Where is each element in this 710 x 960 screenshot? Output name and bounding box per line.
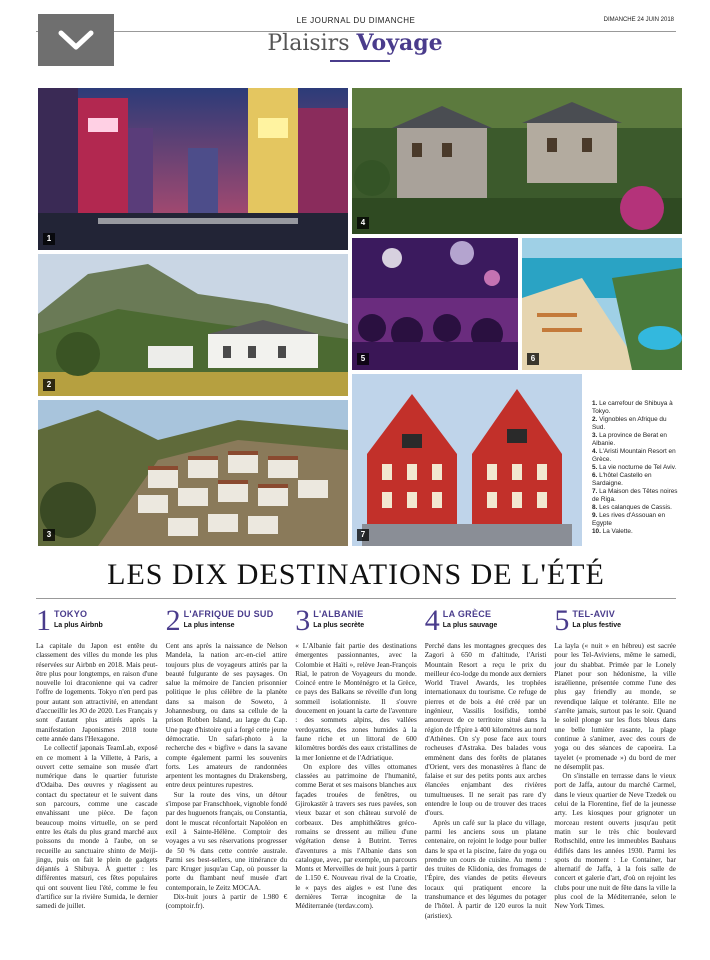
caption-item: 1. Le carrefour de Shibuya à Tokyo. [592,400,673,415]
paragraph: On s'installe en terrasse dans le vieux port de Jaffa, autour du marché Carmel, dans le vieux quartier de Neve Tzedek ou celui de la Florentine, fief de la jeunesse arty. Les kiosques pour grignoter un morceau restent ouverts jusqu'au petit matin sur le très chic boulevard Rothschild, entre les immeubles Bauhaus édifiés dans les années 1930. Parmi les spots du moment : Le Container, bar alternatif de Jaffa, à la fois salle de concert et galerie d'art, d'où on rejoint les clubs pour une nuit de fête dans la ville la plus cool de la Méditerranée, selon le New York Times. [554,772,676,911]
destination-subtitle: La plus festive [572,622,622,629]
photo-number: 7 [357,529,369,541]
column-heading [165,604,288,637]
caption-item: 8. Les calanques de Cassis. [592,504,672,511]
photo-sardinia-hotel [522,238,682,370]
column-body [425,642,547,921]
destination-title: TEL-AVIV [572,609,616,619]
rubric-part-2: Voyage [356,30,443,56]
caption-item: 10. La Valette. [592,528,633,535]
photo-greece-resort [352,88,682,234]
destination-title: L'AFRIQUE DU SUD [183,609,274,619]
column-body [554,642,676,912]
paragraph: On explore des villes ottomanes classées au patrimoine de l'humanité, comme Berat et ses maisons blanches aux façades trouées de fenêtres, ou Gjirokastër à travers ses rues pavées, son vieux bazar et son château survolé de corbeaux. Des amphithéâtres gréco-romains se dressent au milieu d'une végétation dense à Butrint. Terres d'aventures a mis l'Albanie dans son catalogue, avec, par exemple, un parcours Monts et Merveilles de huit jours à partir de 1.150 €. Nouveau rival de la Croatie, le « pays des aigles » est l'une des dernières Terræ incognitæ de la Méditerranée (terdav.com). [295,762,417,911]
caption-item: 5. La vie nocturne de Tel Aviv. [592,464,677,471]
column-tel-aviv [554,604,676,921]
paragraph: La capitale du Japon est entête du classement des villes du monde les plus réservées sur Airbnb en 2018. Mais peut-être plus pour longtemps, en raison d'une nouvelle loi draconienne qui va cadrer l'offre de logements. Tokyo n'en perd pas pour autant son attractivité, en attendant d'accueillir les JO de 2020. Les Français y sont d'autant plus attirés après la manifestation Japonismes 2018 toute cette année dans l'Hexagone. [36,642,158,743]
paragraph: Perché dans les montagnes grecques des Zagori à 650 m d'altitude, l'Aristi Mountain Resort a reçu le prix du meilleur éco-lodge du monde aux derniers World Travel Awards, les trophées internationaux du tourisme. Ce refuge de pierres et de bois a été créé par un ingénieur, Vassilis Iosifidis, tombé amoureux de ce territoire situé dans la région de l'Épire à 400 kilomètres au nord d'Athènes. On s'y pose face aux tours rocheuses d'Astraka. Des balades vous emmènent dans des forêts de platanes d'Orient, vers des monastères à flanc de falaise et sur des petits ponts aux arches élancées enjambant des rivières tumultueuses. Il ne serait pas rare d'y entendre le loup ou de trouver des traces d'ours. [424,642,547,818]
section-rubric [0,30,710,56]
photo-captions [592,400,680,536]
column-body [36,642,158,912]
rubric-part-1: Plaisirs [267,31,357,56]
caption-item: 6. L'hôtel Castello en Sardaigne. [592,472,652,487]
paragraph: La layla (« nuit » en hébreu) est sacrée pour les Tel-Aviviens, même le samedi, jour du shabbat. Primée par le Lonely Planet pour son hédonisme, la ville israélienne, présentée comme l'une des plus gay friendly au monde, se revendique laïque et tolérante. Elle ne s'arrête jamais, surtout pas le soir. Quand le soleil plonge sur les flots bleus dans une belle lumière rasante, la plage continue à s'animer, avec des cours de yoga ou des séances de capoeira. La tayelet (« promenade ») du bord de mer ne désemplit pas. [554,642,676,771]
destination-number: 3 [295,604,311,637]
rubric-underline [330,60,390,62]
photo-tokyo [38,88,348,250]
caption-item: 4. L'Aristi Mountain Resort en Grèce. [592,448,676,463]
photo-south-africa-vineyard [38,254,348,396]
column-heading [295,604,417,637]
destination-number: 2 [165,604,181,637]
page-header [36,12,676,32]
publication-name: LE JOURNAL DU DIMANCHE [296,16,416,25]
photo-number: 5 [357,353,369,365]
destination-title: TOKYO [54,609,88,619]
paragraph: Le collectif japonais TeamLab, exposé en ce moment à la Villette, à Paris, a ouvert cette semaine son musée d'art numérique dans le quartier futuriste d'Odaiba. Des œuvres y réagissent au contact du spectateur et le suivent dans son parcours, comme une cascade envahissant une pièce. De façon beaucoup moins virtuelle, on se perd entre les étals du plus grand marché aux poissons du monde à l'aube, on se recueille au sanctuaire shinto de Meiji-jingu, puis on fait le plein de gadgets déjantés à Shibuya. À guetter : les différentes matsuri, ces fêtes populaires qui ont souvent lieu l'été, comme le feu d'artifice sur la rivière Sumida, le dernier samedi de juillet. [36,744,158,911]
column-heading [424,604,547,637]
paragraph: Dix-huit jours à partir de 1.980 € (comptoir.fr). [165,893,288,911]
issue-date: DIMANCHE 24 JUIN 2018 [603,17,674,23]
caption-item: 7. La Maison des Têtes noires de Riga. [592,488,678,503]
column-south-africa [165,604,288,921]
paragraph: Sur la route des vins, un détour s'impose par Franschhoek, vignoble fondé par des huguenots français, ou Constantia, dont le muscat réconfortait Napoléon en exil à Sainte-Hélène. Comptoir des voyages a vu ses réservations progresser de 50 % dans cette contrée australe. Parmi ses best-sellers, une itinérance du parc Kruger jusqu'au Cap, où pousser la porte du flambant neuf musée d'art contemporain, le Zeitz MOCAA. [165,790,288,892]
destination-subtitle: La plus Airbnb [54,622,103,629]
caption-item: 2. Vignobles en Afrique du Sud. [592,416,667,431]
destination-number: 1 [36,604,51,637]
photo-berat-albania [38,400,348,546]
destination-subtitle: La plus secrète [313,622,365,629]
column-body [166,642,288,912]
photo-number: 2 [43,379,55,391]
column-greece [424,604,547,921]
destination-subtitle: La plus sauvage [442,622,498,629]
destination-title: L'ALBANIE [313,609,364,619]
paragraph: Cent ans après la naissance de Nelson Mandela, la nation arc-en-ciel attire toujours plus de voyageurs attirés par la beauté fulgurante de ses paysages. On salue la mémoire de l'ancien prisonnier politique le plus célèbre de la planète dans sa maison de Soweto, à Johannesburg, ou dans sa cellule de la prison Robben Island, au large du Cap. Une page d'histoire qui a forgé cette jeune démocratie. Un safari-photo à la recherche des « bigfive » dans la savane compte également parmi les souvenirs forts. Les amateurs de randonnées arpentent les montagnes du Drakensberg, entre deux peintures rupestres. [165,642,288,790]
photo-tel-aviv-nightlife [352,238,518,370]
column-heading [554,604,676,637]
paragraph: Après un café sur la place du village, parmi les anciens sous un platane centenaire, on rejoint le lodge pour buller dans le spa et la piscine, faire du yoga ou prendre un cours de cuisine. Au menu : des truites de Klidonia, des fromages de l'Épire, des viandes de petits éleveurs locaux qui pratiquent encore la transhumance et des légumes du potager de l'hôtel. À partir de 120 euros la nuit (aristiex). [424,818,547,920]
caption-item: 9. Les rives d'Assouan en Egypte [592,512,665,527]
photo-number: 3 [43,529,55,541]
destination-number: 4 [424,604,440,637]
column-heading [36,604,158,637]
destination-subtitle: La plus intense [183,622,235,629]
photo-number: 4 [357,217,369,229]
article-columns [36,604,676,921]
destination-title: LA GRÈCE [442,609,492,619]
caption-item: 3. La province de Berat en Albanie. [592,432,667,447]
photo-number: 1 [43,233,55,245]
photo-riga-blackheads-house [352,374,582,546]
column-tokyo [36,604,158,921]
article-headline: LES DIX DESTINATIONS DE L'ÉTÉ [36,558,676,599]
paragraph: « L'Albanie fait partie des destinations émergentes passionnantes, avec la Colombie et Haïti », relève Jean-François Rial, le patron de Voyageurs du monde. Coincé entre le Monténégro et la Grèce, ce pays des Balkans se réveille d'un long sommeil isolationniste. Il s'ouvre doucement en jouant la carte de l'aventure : des sommets alpins, des vallées verdoyantes, des zones humides à la faune riche et un littoral de 600 kilomètres bordés des eaux cristallines de la mer Ionienne et de l'Adriatique. [295,642,417,762]
column-albania [295,604,417,921]
column-body [295,642,417,912]
photo-number: 6 [527,353,539,365]
destination-number: 5 [554,604,570,637]
